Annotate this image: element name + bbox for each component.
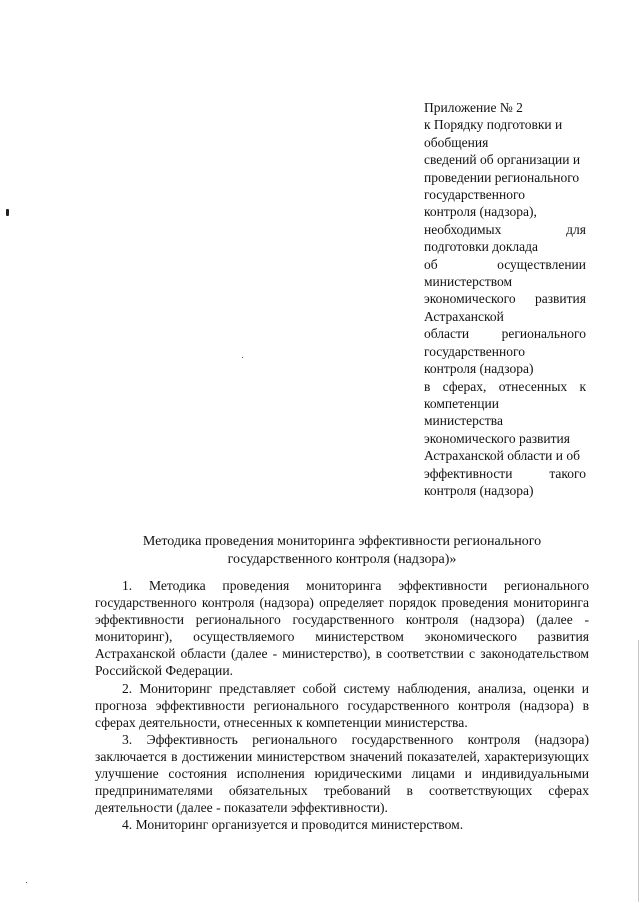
appendix-line: экономического развития — [424, 430, 570, 446]
appendix-word: к — [579, 378, 586, 394]
appendix-line: компетенции — [424, 395, 499, 411]
appendix-word: регионального — [501, 326, 586, 342]
scan-speck — [26, 882, 27, 883]
paragraph-4: 4. Мониторинг организуется и проводится министерством. — [122, 817, 464, 833]
appendix-word: сферах, — [442, 378, 487, 394]
appendix-line: государственного — [424, 343, 525, 359]
appendix-word: об — [424, 256, 438, 272]
appendix-line: контроля (надзора), — [424, 204, 537, 220]
title-line-2: государственного контроля (надзора)» — [227, 551, 457, 567]
appendix-word: такого — [549, 465, 586, 481]
appendix-line — [424, 378, 586, 395]
appendix-line: контроля (надзора) — [424, 361, 534, 377]
appendix-line: Астраханской — [424, 308, 504, 324]
scan-edge — [638, 640, 639, 902]
document-body — [95, 577, 589, 833]
appendix-line: Приложение № 2 — [424, 100, 523, 115]
appendix-line: подготовки доклада — [424, 239, 538, 255]
appendix-line: контроля (надзора) — [424, 482, 534, 498]
appendix-line: к Порядку подготовки и — [424, 117, 563, 133]
appendix-word: отнесенных — [498, 378, 568, 394]
document-title — [90, 533, 594, 568]
appendix-word: эффективности — [424, 465, 513, 481]
appendix-line — [424, 290, 586, 307]
scan-speck — [242, 357, 243, 358]
appendix-word: необходимых — [424, 221, 502, 237]
appendix-line: министерства — [424, 413, 503, 429]
appendix-word: области — [424, 326, 470, 342]
paragraph-3: 3. Эффективность регионального государственного контроля (надзора) заключается в достижении министерством значений показателей, характеризующих улучшение состояния исполнения юридическими лицами и индивидуальными предпринимателями обязательных требований в соответствующих сферах деятельности (далее - показатели эффективности). — [95, 731, 589, 816]
appendix-line — [424, 221, 586, 238]
appendix-word: осуществлении — [497, 256, 586, 272]
appendix-line: Астраханской области и об — [424, 448, 580, 464]
appendix-line — [424, 465, 586, 482]
appendix-header — [424, 99, 586, 499]
appendix-line: обобщения — [424, 134, 489, 150]
appendix-line — [424, 256, 586, 273]
appendix-line: министерством — [424, 274, 513, 290]
paragraph-1: 1. Методика проведения мониторинга эффективности регионального государственного контроля (надзора) определяет порядок проведения мониторинга эффективности регионального государственного контроля (надзора) (далее - мониторинг), осуществляемого министерством экономического развития Астраханской области (далее - министерство), в соответствии с законодательством Российской Федерации. — [95, 578, 589, 679]
title-line-1: Методика проведения мониторинга эффективности регионального — [142, 534, 542, 549]
scan-mark — [6, 209, 9, 216]
appendix-word: развития — [534, 291, 586, 307]
appendix-word: в — [424, 378, 431, 394]
appendix-word: для — [566, 221, 586, 237]
appendix-line — [424, 325, 586, 342]
paragraph-2: 2. Мониторинг представляет собой систему наблюдения, анализа, оценки и прогноза эффективности регионального государственного контроля (надзора) в сферах деятельности, отнесенных к компетенции министерства. — [95, 680, 589, 730]
appendix-line: государственного — [424, 187, 525, 203]
appendix-word: экономического — [424, 291, 516, 307]
appendix-line: проведении регионального — [424, 169, 580, 185]
appendix-line: сведений об организации и — [424, 152, 581, 168]
